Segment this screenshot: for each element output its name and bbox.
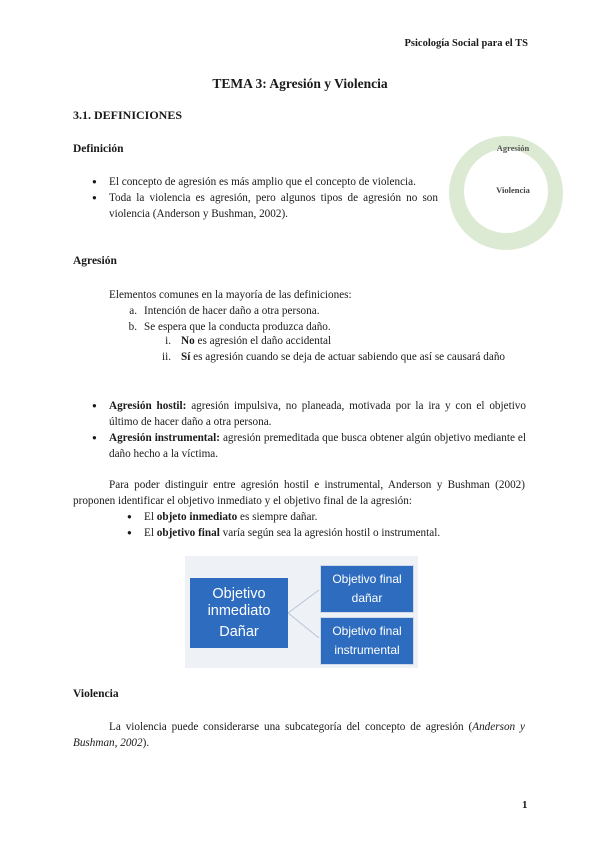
agresion-intro: Elementos comunes en la mayoría de las definiciones: (109, 289, 352, 301)
item-pre: El (144, 527, 157, 539)
list-item (127, 525, 517, 541)
venn-inner-label: Violencia (496, 185, 530, 195)
item-bold: No (181, 335, 195, 347)
subitems-list (155, 333, 529, 365)
agresion-types-list (92, 398, 526, 462)
objetivo-inmediato-box (190, 578, 288, 648)
item-text: varía según sea la agresión hostil o instrumental. (219, 527, 441, 539)
box-text: instrumental (334, 643, 400, 657)
goals-list (127, 509, 517, 541)
item-text: agresión impulsiva, no planeada, motivada por la ira y con el objetivo último de hacer daño a otra persona. (109, 400, 526, 428)
item-marker: ii. (161, 351, 171, 363)
item-marker: a. (129, 305, 137, 317)
definicion-list (92, 174, 438, 222)
item-pre: El (144, 511, 157, 523)
item-text: agresión premeditada que busca obtener algún objetivo mediante el daño hecho a la víctima. (109, 432, 526, 460)
agresion-paragraph: Para poder distinguir entre agresión hostil e instrumental, Anderson y Bushman (2002) proponen identificar el objetivo inmediato y el objetivo final de la agresión: (73, 479, 525, 507)
list-item (121, 303, 521, 319)
list-item (155, 349, 529, 365)
connector-bottom (288, 613, 319, 638)
item-text: es siempre dañar. (237, 511, 318, 523)
connector-top (288, 590, 319, 613)
list-item (127, 509, 517, 525)
item-bold: Agresión instrumental: (109, 432, 220, 444)
running-header: Psicología Social para el TS (404, 38, 528, 49)
venn-outer-label: Agresión (496, 143, 530, 153)
item-marker: i. (165, 335, 171, 347)
item-text: es agresión el daño accidental (194, 335, 332, 347)
venn-svg (449, 136, 563, 250)
list-item (92, 398, 526, 430)
violencia-heading: Violencia (73, 688, 119, 700)
item-bold: objeto inmediato (156, 511, 238, 523)
page-title: TEMA 3: Agresión y Violencia (212, 76, 388, 91)
box-text: inmediato (207, 602, 271, 619)
objetivo-final-instrumental-box (320, 617, 414, 665)
list-item (92, 430, 526, 462)
objetivo-final-danar-box (320, 565, 414, 613)
definicion-heading: Definición (73, 143, 124, 155)
page-number: 1 (522, 799, 528, 811)
list-item: ● Toda la violencia es agresión, pero algunos tipos de agresión no son violencia (Anderson y Bushman, 2002). (92, 190, 438, 222)
box-text: Dañar (219, 623, 259, 640)
list-item: ● El concepto de agresión es más amplio que el concepto de violencia. (92, 174, 438, 190)
violencia-end: ). (142, 737, 150, 749)
item-bold: objetivo final (156, 527, 220, 539)
section-heading: 3.1. DEFINICIONES (73, 108, 183, 122)
box-text: Objetivo final (332, 624, 402, 638)
box-text: Objetivo final (332, 572, 402, 586)
venn-diagram (449, 136, 563, 250)
item-bold: Agresión hostil: (109, 400, 187, 412)
list-item (155, 333, 529, 349)
item-bold: Sí (181, 351, 191, 363)
item-text: Intención de hacer daño a otra persona. (144, 305, 320, 317)
item-text: Se espera que la conducta produzca daño. (144, 321, 331, 333)
elements-list (121, 303, 521, 335)
agresion-heading: Agresión (73, 255, 117, 267)
objetivos-diagram (185, 556, 418, 668)
violencia-text: La violencia puede considerarse una subcategoría del concepto de agresión ( (109, 721, 473, 733)
violencia-citation: Anderson y Bushman, 2002 (73, 721, 525, 749)
violencia-paragraph (73, 719, 525, 751)
box-text: dañar (351, 591, 383, 605)
box-text: Objetivo (212, 585, 266, 602)
item-text: es agresión cuando se deja de actuar sabiendo que así se causará daño (190, 351, 506, 363)
item-marker: b. (128, 321, 137, 333)
